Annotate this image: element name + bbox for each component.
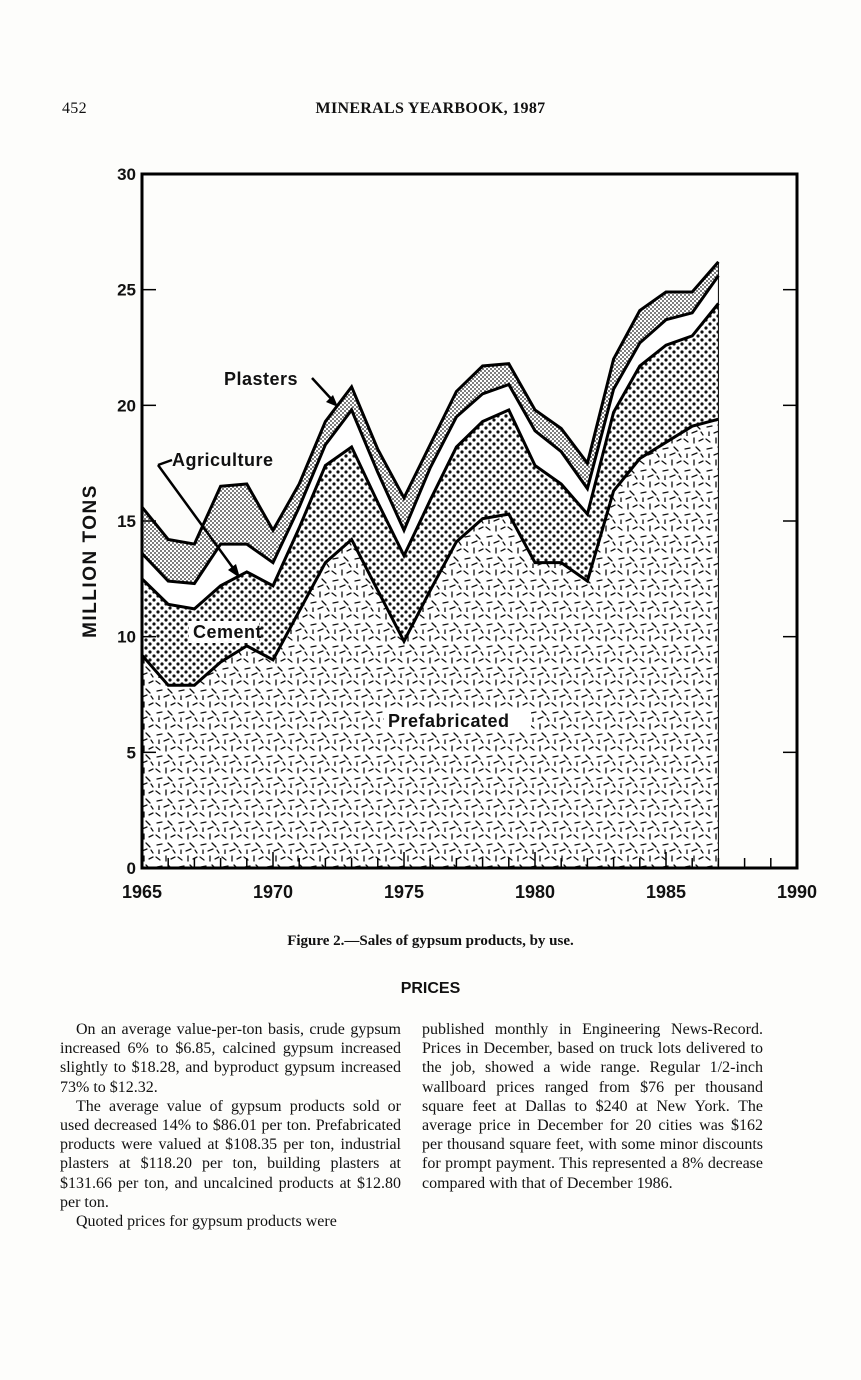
x-tick-label: 1965 [121,882,163,902]
x-tick-label: 1970 [252,882,294,902]
y-tick-label: 10 [117,627,136,647]
agriculture-arrow-stub [158,460,172,465]
label-agriculture: Agriculture [172,450,274,470]
text-column-right [422,1020,763,1193]
running-head: MINERALS YEARBOOK, 1987 [315,100,546,117]
label-prefabricated: Prefabricated [388,711,510,731]
paragraph: The average value of gypsum products sold or used decreased 14% to $86.01 per ton. Prefabricated products were valued at $108.35 per ton, industrial plasters at $118.20 per ton, building plasters at $131.66 per ton, and uncalcined products at $12.80 per ton. [60,1097,401,1211]
y-tick-label: 25 [117,280,136,300]
label-cement: Cement [193,622,263,642]
x-tick-label: 1990 [776,882,818,902]
page-number: 452 [62,100,87,117]
figure-caption: Figure 2.—Sales of gypsum products, by use. [287,933,574,949]
text-column-left [60,1020,401,1231]
x-tick-label: 1980 [514,882,556,902]
paragraph: published monthly in Engineering News-Record. Prices in December, based on truck lots delivered to the job, showed a wide range. Regular 1/2-inch wallboard prices ranged from $76 per thousand square feet at Dallas to $240 at New York. The average price in December for 20 cities was $162 per thousand square feet, with some minor discounts for prompt payment. This represented a 8% decrease compared with that of December 1986. [422,1021,763,1192]
chart-svg [0,150,861,910]
y-tick-label: 5 [126,743,136,763]
y-axis-label: MILLION TONS [80,484,101,638]
y-tick-label: 15 [117,512,136,531]
paragraph: Quoted prices for gypsum products were [76,1213,337,1231]
x-tick-label: 1985 [645,882,687,902]
x-tick-label: 1975 [383,882,425,902]
y-tick-label: 30 [117,165,136,184]
y-tick-label: 20 [117,396,136,416]
gypsum-sales-chart [0,150,861,910]
label-plasters: Plasters [224,369,299,389]
section-title: PRICES [400,980,461,997]
y-tick-label: 0 [126,859,136,878]
paragraph: On an average value-per-ton basis, crude gypsum increased 6% to $6.85, calcined gypsum increased slightly to $18.28, and byproduct gypsum increased 73% to $12.32. [60,1021,401,1096]
